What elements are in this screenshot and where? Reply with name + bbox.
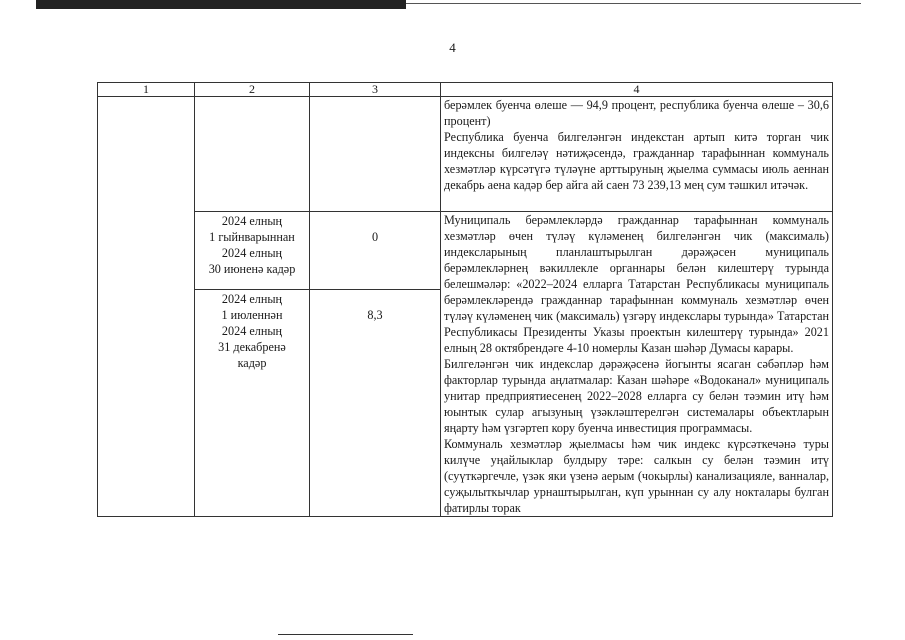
paragraph: берәмлек буенча өлеше — 94,9 процент, республика буенча өлеше – 30,6 процент) (444, 98, 829, 128)
column-header: 4 (441, 83, 833, 97)
table-header-row (98, 83, 833, 97)
index-value: 8,3 (310, 290, 441, 517)
table-cell-text (441, 212, 833, 517)
scan-edge-line (406, 3, 861, 4)
index-value: 0 (310, 212, 441, 290)
period-line: 2024 елның (221, 214, 283, 228)
table-cell-municipality (98, 97, 195, 517)
table-row (98, 97, 833, 212)
scan-edge-bar (36, 0, 406, 9)
period-cell (195, 212, 310, 290)
page-number: 4 (449, 40, 456, 55)
table-cell-empty (310, 97, 441, 212)
data-table (97, 82, 833, 517)
period-line: 30 июненә кадәр (208, 262, 296, 276)
column-header: 1 (98, 83, 195, 97)
period-cell (195, 290, 310, 517)
period-line: 31 декабренә (218, 340, 286, 354)
period-line: 2024 елның (221, 292, 283, 306)
period-line: 1 гыйнварыннан (209, 230, 295, 244)
period-line: кадәр (237, 356, 267, 370)
scan-footer-line (278, 634, 413, 635)
paragraph: Коммуналь хезмәтләр җыелмасы һәм чик индекс күрсәткечәнә туры килүче уңайлыклар булдыру тәре: салкын су белән тәэмин итү (суүткәргечле, үзәк яки үзенә аерым (чокырлы) канализацияле, ванналар, суҗылыткычлар урнаштырылган, күп урыннан су алу нокталары булган фатирлы торак (444, 437, 829, 515)
table-cell-empty (195, 97, 310, 212)
table-row (98, 212, 833, 290)
table-cell-text (441, 97, 833, 212)
column-header: 3 (310, 83, 441, 97)
period-line: 1 июленнән (221, 308, 283, 322)
period-line: 2024 елның (221, 324, 283, 338)
period-line: 2024 елның (221, 246, 283, 260)
paragraph: Билгеләнгән чик индекслар дәрәҗәсенә йогынты ясаган сәбәпләр һәм факторлар турында аңлатмалар: Казан шәһәре «Водоканал» муниципаль унитар предприятиесенең 2022–2028 елларга су белән тәэмин итү һәм юынтык сулар агызуның үзәкләштерелгән системалары объектларын яңарту һәм үзгәртеп кору буенча инвестиция программасы. (444, 357, 829, 435)
paragraph: Муниципаль берәмлекләрдә гражданнар тарафыннан коммуналь хезмәтләр өчен түләү күләменең билгеләнгән чик (максималь) индексларының планлаштырылган дәрәҗәсен муниципаль берәмлекләрнең вәкиллекле органнары белән килештерү турында белешмәләр: «2022–2024 елларга Татарстан Республикасы муниципаль берәмлекләрендә гражданнар тарафыннан коммуналь хезмәтләр өчен түләү күләменең чик (максималь) үзгәрү индекслары турында» Татарстан Республикасы Президенты Указы проектын килештерү турында» 2021 елның 28 октябрендәге 4-10 номерлы Казан шәһәр Думасы карары. (444, 213, 829, 355)
paragraph: Республика буенча билгеләнгән индекстан артып китә торган чик индексны билгеләү нәтиҗәсендә, гражданнар тарафыннан коммуналь хезмәтләр күрсәтүгә түләүне арттыруның җыелма суммасы июль аеннан декабрь аена кадәр бер айга ай саен 73 239,13 мең сум тәшкил итәчәк. (444, 130, 829, 192)
column-header: 2 (195, 83, 310, 97)
